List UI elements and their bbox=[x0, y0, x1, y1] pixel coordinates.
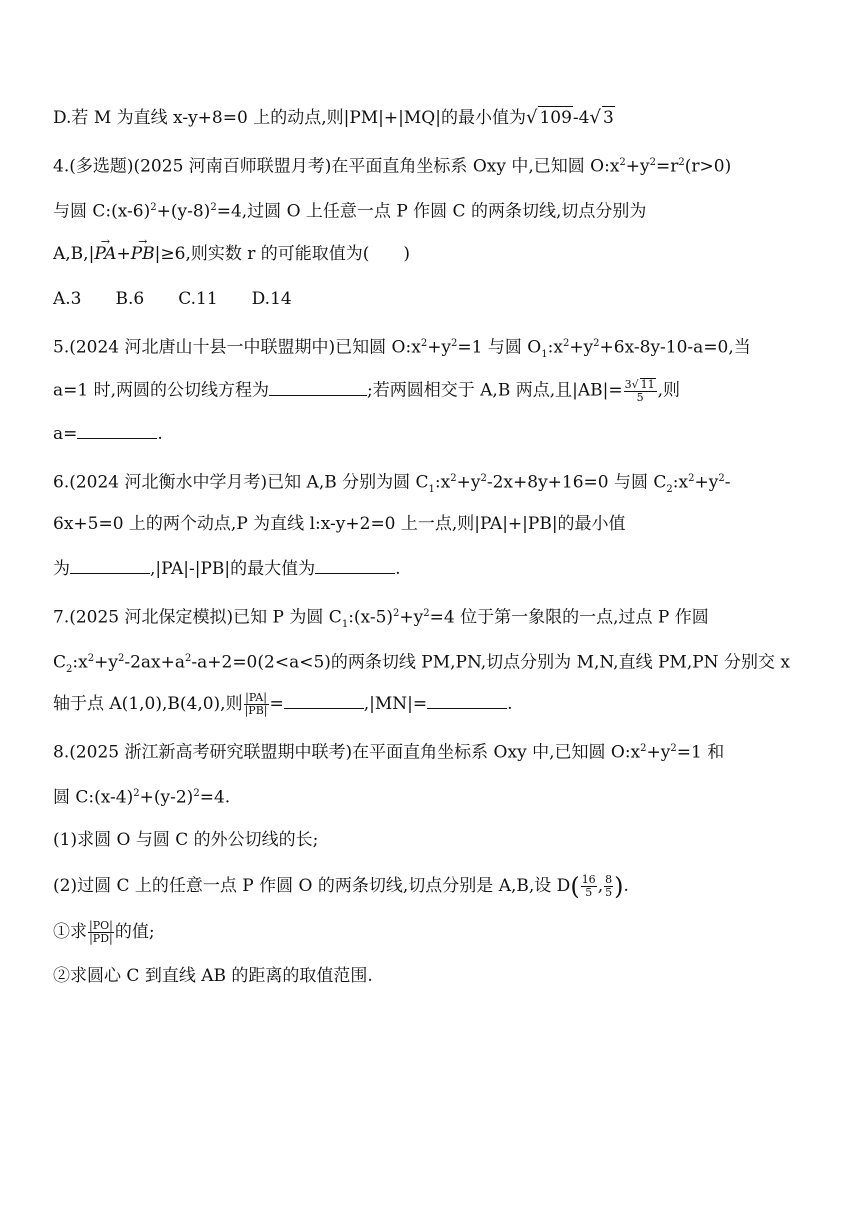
question-7-line-2 bbox=[53, 648, 790, 681]
text: ;若两圆相交于 A,B 两点,且|AB|= bbox=[367, 380, 623, 401]
exponent: 2 bbox=[150, 202, 157, 213]
exponent: 2 bbox=[688, 473, 695, 484]
text: 7.(2025 河北保定模拟)已知 P 为圆 C bbox=[53, 607, 342, 628]
question-8-subpart-2 bbox=[53, 965, 373, 987]
question-6-line-2 bbox=[53, 513, 626, 535]
subscript: 1 bbox=[541, 349, 548, 361]
denominator: 5 bbox=[585, 886, 593, 899]
answer-blank[interactable] bbox=[315, 559, 395, 574]
question-8-line-1 bbox=[53, 738, 724, 764]
answer-blank[interactable] bbox=[427, 694, 507, 709]
text: :x bbox=[72, 652, 88, 673]
text: =1 和 bbox=[676, 742, 725, 763]
text: +6x-8y-10-a=0,当 bbox=[599, 337, 751, 358]
sqrt-sign: √ bbox=[589, 107, 601, 128]
question-6-line-1 bbox=[53, 468, 730, 501]
text: ,则 bbox=[657, 380, 681, 401]
numerator: 8 bbox=[605, 873, 613, 886]
option-c: C.11 bbox=[178, 289, 218, 309]
text: ②求圆心 C 到直线 AB 的距离的取值范围. bbox=[53, 966, 373, 986]
text: +y bbox=[456, 472, 481, 493]
text: +y bbox=[94, 652, 118, 673]
exponent: 2 bbox=[649, 157, 657, 168]
text: 轴于点 A(1,0),B(4,0),则 bbox=[53, 694, 243, 714]
text: :x bbox=[434, 472, 451, 493]
text: . bbox=[157, 424, 163, 444]
text: +y bbox=[625, 156, 650, 177]
text: -a+2=0(2<a<5)的两条切线 PM,PN,切点分别为 M,N,直线 PM,PN 分别交 x bbox=[191, 652, 790, 673]
text: +y bbox=[694, 472, 719, 493]
text: =4. bbox=[199, 787, 231, 808]
text: ①求 bbox=[53, 922, 87, 942]
text: =4 位于第一象限的一点,过点 P 作圆 bbox=[429, 607, 709, 628]
fraction bbox=[88, 920, 114, 945]
question-4-line-1 bbox=[53, 152, 731, 178]
text: C bbox=[53, 652, 67, 673]
sqrt-sign: √ bbox=[525, 107, 538, 128]
question-7-line-3 bbox=[53, 692, 513, 717]
text: 6x+5=0 上的两个动点,P 为直线 l:x-y+2=0 上一点,则|PA|+|PB|的最小值 bbox=[53, 514, 626, 534]
exponent: 2 bbox=[678, 157, 685, 168]
subscript: 1 bbox=[428, 484, 435, 496]
exponent: 2 bbox=[117, 653, 125, 664]
text: -2ax+a bbox=[124, 652, 185, 673]
text: . bbox=[623, 876, 629, 896]
exponent: 2 bbox=[193, 788, 200, 799]
text: - bbox=[724, 472, 731, 493]
text: (r>0) bbox=[684, 156, 732, 177]
text: , bbox=[597, 876, 604, 896]
exponent: 2 bbox=[185, 653, 192, 664]
exponent: 2 bbox=[420, 338, 428, 349]
text: ,|PA|-|PB|的最大值为 bbox=[150, 559, 316, 579]
subscript: 1 bbox=[341, 619, 349, 631]
denominator: |PD| bbox=[89, 932, 113, 945]
exponent: 2 bbox=[423, 608, 430, 619]
radicand: 109 bbox=[539, 108, 572, 128]
question-7-line-1 bbox=[53, 603, 709, 636]
text: 为 bbox=[53, 559, 70, 579]
question-8-part-1 bbox=[53, 829, 318, 851]
option-b: B.6 bbox=[115, 289, 145, 309]
text: +y bbox=[399, 607, 424, 628]
question-4-line-2 bbox=[53, 197, 646, 223]
text: =1 与圆 O bbox=[457, 337, 542, 358]
exponent: 2 bbox=[87, 653, 95, 664]
exponent: 2 bbox=[393, 608, 400, 619]
text: . bbox=[507, 694, 513, 714]
text: 与圆 C:(x-6) bbox=[53, 201, 151, 222]
text: +y bbox=[427, 337, 452, 358]
option-d-line bbox=[53, 106, 615, 129]
text: |≥6,则实数 r 的可能取值为( ) bbox=[154, 244, 411, 264]
exponent: 2 bbox=[562, 338, 570, 349]
exponent: 2 bbox=[450, 473, 457, 484]
text: a=1 时,两圆的公切线方程为 bbox=[53, 380, 270, 401]
fraction bbox=[624, 378, 657, 404]
fraction bbox=[581, 874, 597, 899]
text: =4,过圆 O 上任意一点 P 作圆 C 的两条切线,切点分别为 bbox=[216, 201, 647, 222]
text: A,B,| bbox=[53, 244, 95, 264]
question-4-options bbox=[53, 288, 326, 310]
question-8-part-2 bbox=[53, 874, 629, 899]
text: +(y-2) bbox=[139, 787, 194, 808]
subscript: 2 bbox=[66, 664, 73, 676]
left-paren: ( bbox=[570, 872, 580, 901]
answer-blank[interactable] bbox=[284, 694, 364, 709]
text: :(x-5) bbox=[348, 607, 394, 628]
exponent: 2 bbox=[593, 338, 600, 349]
option-a: A.3 bbox=[53, 289, 82, 309]
text: 6.(2024 河北衡水中学月考)已知 A,B 分别为圆 C bbox=[53, 472, 429, 493]
text: ,|MN|= bbox=[363, 694, 428, 714]
text: D.若 M 为直线 x-y+8=0 上的动点,则|PM|+|MQ|的最小值为 bbox=[53, 108, 526, 128]
numerator: 3 bbox=[624, 378, 632, 391]
fraction bbox=[244, 692, 269, 717]
exponent: 2 bbox=[133, 788, 140, 799]
exponent: 2 bbox=[640, 743, 647, 754]
exponent: 2 bbox=[670, 743, 677, 754]
text: = bbox=[269, 694, 284, 714]
radicand: 11 bbox=[640, 378, 655, 391]
right-paren: ) bbox=[614, 872, 624, 901]
question-8-line-2 bbox=[53, 783, 230, 809]
numerator: |PA| bbox=[245, 691, 267, 704]
radicand: 3 bbox=[602, 108, 614, 128]
denominator: 5 bbox=[605, 886, 613, 899]
numerator: |PO| bbox=[89, 919, 113, 932]
exponent: 2 bbox=[718, 473, 725, 484]
vector-pb: → PB bbox=[131, 243, 155, 265]
text: -2x+8y+16=0 与圆 C bbox=[486, 472, 667, 493]
denominator: 5 bbox=[636, 391, 644, 404]
text: :x bbox=[672, 472, 689, 493]
text: a= bbox=[53, 424, 78, 444]
subscript: 2 bbox=[666, 484, 673, 496]
question-6-line-3 bbox=[53, 558, 401, 580]
sqrt-sign: √ bbox=[631, 378, 639, 391]
text: . bbox=[395, 559, 401, 579]
exponent: 2 bbox=[451, 338, 458, 349]
fraction bbox=[604, 874, 613, 899]
answer-blank[interactable] bbox=[269, 381, 367, 396]
exponent: 2 bbox=[210, 202, 217, 213]
text: (1)求圆 O 与圆 C 的外公切线的长; bbox=[53, 830, 319, 850]
text: 4.(多选题)(2025 河南百师联盟月考)在平面直角坐标系 Oxy 中,已知圆 O:x bbox=[53, 156, 620, 177]
vector-pa: → PA bbox=[94, 243, 116, 265]
text: + bbox=[116, 244, 131, 264]
numerator: 16 bbox=[581, 873, 596, 886]
text: -4 bbox=[572, 108, 590, 128]
text: +y bbox=[569, 337, 594, 358]
question-8-subpart-1 bbox=[53, 920, 155, 945]
question-5-line-3 bbox=[53, 423, 163, 445]
option-d: D.14 bbox=[251, 289, 292, 309]
answer-blank[interactable] bbox=[77, 424, 157, 439]
text: =r bbox=[656, 156, 679, 177]
exponent: 2 bbox=[480, 473, 487, 484]
question-5-line-1 bbox=[53, 333, 751, 366]
text: 8.(2025 浙江新高考研究联盟期中联考)在平面直角坐标系 Oxy 中,已知圆 O:x bbox=[53, 742, 641, 763]
text: +y bbox=[646, 742, 671, 763]
question-5-line-2 bbox=[53, 378, 680, 404]
text: 5.(2024 河北唐山十县一中联盟期中)已知圆 O:x bbox=[53, 337, 421, 358]
denominator: |PB| bbox=[244, 704, 268, 717]
text: +(y-8) bbox=[156, 201, 211, 222]
text: (2)过圆 C 上的任意一点 P 作圆 O 的两条切线,切点分别是 A,B,设 D bbox=[53, 876, 571, 896]
text: 圆 C:(x-4) bbox=[53, 787, 134, 808]
text: :x bbox=[547, 337, 563, 358]
text: 的值; bbox=[114, 922, 155, 942]
question-4-line-3 bbox=[53, 243, 410, 265]
answer-blank[interactable] bbox=[70, 559, 150, 574]
exponent: 2 bbox=[619, 157, 626, 168]
